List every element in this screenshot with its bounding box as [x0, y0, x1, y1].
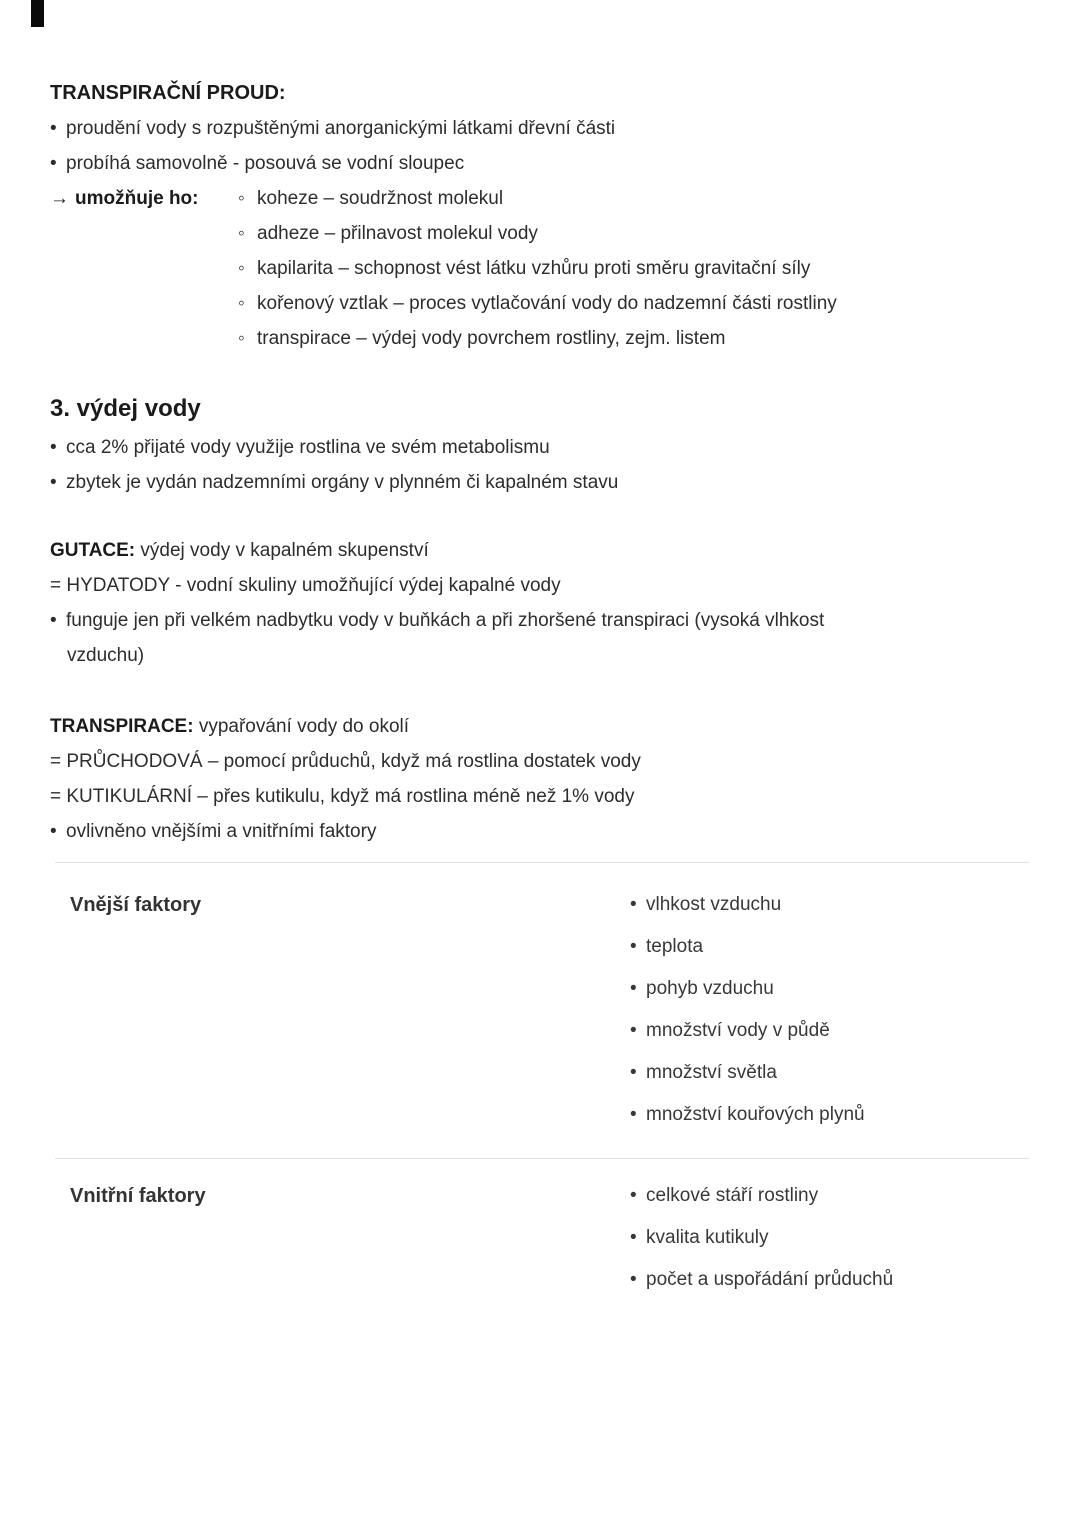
factor-item	[630, 1052, 865, 1094]
factor-text: počet a uspořádání průduchů	[646, 1269, 894, 1290]
bullet-item	[50, 814, 641, 849]
term-label: GUTACE:	[50, 540, 136, 561]
sub-bullet-text: kapilarita – schopnost vést látku vzhůru proti směru gravitační síly	[257, 258, 811, 279]
sub-bullet-item	[238, 181, 503, 216]
equals-line: = HYDATODY - vodní skuliny umožňující výdej kapalné vody	[50, 575, 561, 596]
bullet-icon: •	[630, 1185, 637, 1206]
bullet-text: cca 2% přijaté vody využije rostlina ve svém metabolismu	[66, 437, 550, 458]
bullet-text: proudění vody s rozpuštěnými anorganickými látkami dřevní části	[66, 118, 616, 139]
circle-bullet-icon: ◦	[238, 293, 245, 314]
factor-list-outer	[630, 884, 865, 1136]
sub-bullet-text: kořenový vztlak – proces vytlačování vody do nadzemní části rostliny	[257, 293, 837, 314]
bullet-wrap-line: vzduchu)	[67, 645, 145, 666]
factor-item	[630, 926, 865, 968]
bullet-icon: •	[630, 936, 637, 957]
equals-line: = PRŮCHODOVÁ – pomocí průduchů, když má rostlina dostatek vody	[50, 751, 641, 772]
factor-text: množství kouřových plynů	[646, 1104, 865, 1125]
factor-text: množství vody v půdě	[646, 1020, 830, 1041]
circle-bullet-icon: ◦	[238, 223, 245, 244]
factor-item	[630, 1217, 893, 1259]
bullet-icon: •	[50, 437, 57, 458]
factor-row-label: Vnitřní faktory	[70, 1185, 206, 1207]
bullet-item	[50, 603, 824, 638]
bullet-item	[50, 430, 618, 465]
term-label: TRANSPIRACE:	[50, 716, 194, 737]
arrow-label: umožňuje ho:	[75, 188, 199, 209]
factor-text: množství světla	[646, 1062, 777, 1083]
sub-bullet-item	[50, 321, 837, 356]
circle-bullet-icon: ◦	[238, 258, 245, 279]
bullet-icon: •	[50, 610, 57, 631]
bullet-icon: •	[50, 821, 57, 842]
corner-mark	[31, 0, 44, 27]
definition-line	[50, 709, 641, 744]
bullet-item	[50, 146, 837, 181]
bullet-text: probíhá samovolně - posouvá se vodní sloupec	[66, 153, 465, 174]
bullet-icon: •	[50, 153, 57, 174]
divider	[55, 862, 1030, 863]
factor-item	[630, 1259, 893, 1301]
term-text: výdej vody v kapalném skupenství	[140, 540, 429, 561]
circle-bullet-icon: ◦	[238, 328, 245, 349]
factor-item	[630, 884, 865, 926]
factor-item	[630, 1094, 865, 1136]
term-text: vypařování vody do okolí	[198, 716, 410, 737]
arrow-line	[50, 181, 837, 216]
bullet-item	[50, 111, 837, 146]
factor-text: pohyb vzduchu	[646, 978, 774, 999]
bullet-icon: •	[50, 472, 57, 493]
bullet-icon: •	[630, 1227, 637, 1248]
factor-list-inner	[630, 1175, 893, 1301]
bullet-text: zbytek je vydán nadzemními orgány v plynném či kapalném stavu	[66, 472, 619, 493]
arrow-icon: →	[50, 188, 69, 209]
equals-line: = KUTIKULÁRNÍ – přes kutikulu, když má rostlina méně než 1% vody	[50, 786, 635, 807]
factor-item	[630, 1175, 893, 1217]
section-transpiracni-proud	[50, 76, 837, 356]
bullet-icon: •	[630, 1104, 637, 1125]
bullet-text: funguje jen při velkém nadbytku vody v buňkách a při zhoršené transpiraci (vysoká vlhkost	[66, 610, 825, 631]
sub-bullet-item	[50, 216, 837, 251]
bullet-icon: •	[630, 1020, 637, 1041]
sub-bullet-text: adheze – přilnavost molekul vody	[257, 223, 538, 244]
sub-bullet-text: transpirace – výdej vody povrchem rostliny, zejm. listem	[257, 328, 726, 349]
circle-bullet-icon: ◦	[238, 188, 245, 209]
bullet-icon: •	[630, 894, 637, 915]
bullet-text: ovlivněno vnějšími a vnitřními faktory	[66, 821, 377, 842]
sub-bullet-item	[50, 251, 837, 286]
sub-bullet-text: koheze – soudržnost molekul	[257, 188, 504, 209]
section-vydej-vody	[50, 388, 618, 500]
bullet-icon: •	[630, 1269, 637, 1290]
definition-line	[50, 533, 824, 568]
factor-item	[630, 968, 865, 1010]
factor-text: kvalita kutikuly	[646, 1227, 769, 1248]
bullet-icon: •	[630, 1062, 637, 1083]
section-heading: TRANSPIRAČNÍ PROUD:	[50, 82, 286, 104]
factor-text: vlhkost vzduchu	[646, 894, 782, 915]
sub-bullet-item	[50, 286, 837, 321]
section-transpirace	[50, 709, 641, 849]
factor-row-label: Vnější faktory	[70, 894, 202, 916]
bullet-icon: •	[50, 118, 57, 139]
section-heading: 3. výdej vody	[50, 395, 201, 422]
factor-item	[630, 1010, 865, 1052]
section-gutace	[50, 533, 824, 673]
factor-text: teplota	[646, 936, 704, 957]
factor-text: celkové stáří rostliny	[646, 1185, 819, 1206]
divider	[55, 1158, 1030, 1159]
bullet-item	[50, 465, 618, 500]
bullet-icon: •	[630, 978, 637, 999]
